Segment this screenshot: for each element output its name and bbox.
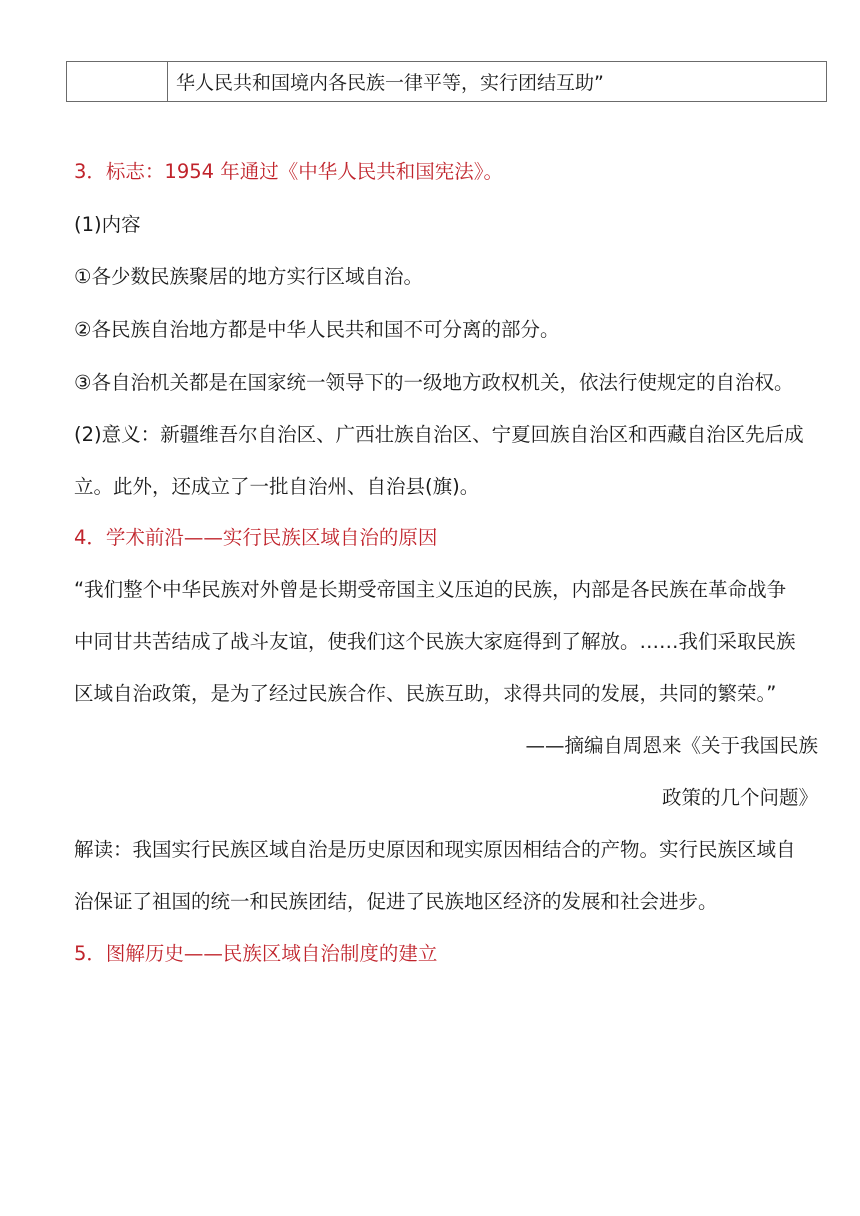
section-3-item-2: ②各民族自治地方都是中华人民共和国不可分离的部分。 [74, 318, 560, 341]
section-3-heading: 3．标志：1954 年通过《中华人民共和国宪法》。 [74, 160, 503, 183]
content-table [66, 61, 827, 102]
quote-source-line-1: ——摘编自周恩来《关于我国民族 [525, 734, 818, 757]
quote-line-3: 区域自治政策，是为了经过民族合作、民族互助，求得共同的发展，共同的繁荣。” [74, 682, 777, 705]
table-cell-right: 华人民共和国境内各民族一律平等，实行团结互助” [168, 62, 827, 102]
section-3-item-1: ①各少数民族聚居的地方实行区域自治。 [74, 265, 423, 288]
section-4-heading: 4．学术前沿——实行民族区域自治的原因 [74, 526, 438, 549]
quote-source-line-2: 政策的几个问题》 [661, 786, 818, 809]
section-5-heading: 5．图解历史——民族区域自治制度的建立 [74, 942, 438, 965]
table-cell-left [67, 62, 168, 102]
section-3-significance-line-1: (2)意义：新疆维吾尔自治区、广西壮族自治区、宁夏回族自治区和西藏自治区先后成 [74, 423, 804, 446]
interpretation-line-1: 解读：我国实行民族区域自治是历史原因和现实原因相结合的产物。实行民族区域自 [74, 838, 796, 861]
quote-line-2: 中同甘共苦结成了战斗友谊，使我们这个民族大家庭得到了解放。……我们采取民族 [74, 630, 796, 653]
section-3-subheading-content: (1)内容 [74, 213, 141, 236]
quote-line-1: “我们整个中华民族对外曾是长期受帝国主义压迫的民族，内部是各民族在革命战争 [74, 578, 787, 601]
section-3-significance-line-2: 立。此外，还成立了一批自治州、自治县(旗)。 [74, 475, 480, 498]
section-3-item-3: ③各自治机关都是在国家统一领导下的一级地方政权机关，依法行使规定的自治权。 [74, 371, 794, 394]
interpretation-line-2: 治保证了祖国的统一和民族团结，促进了民族地区经济的发展和社会进步。 [74, 890, 718, 913]
table-row [67, 62, 827, 102]
